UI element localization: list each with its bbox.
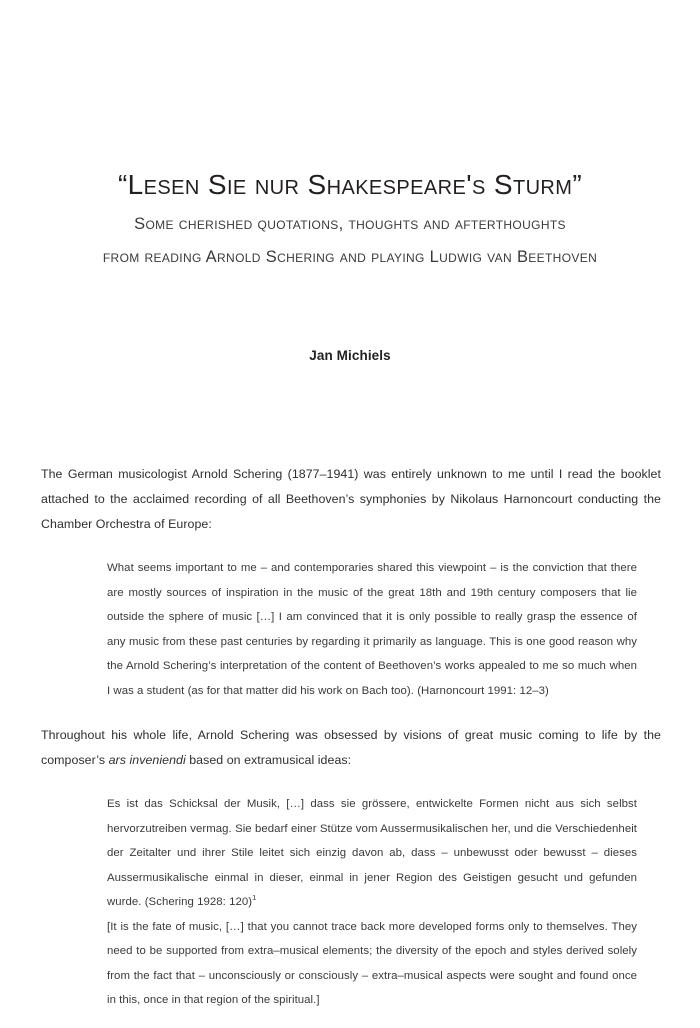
author-name: Jan Michiels [309, 348, 391, 363]
blockquote-schering-translation: [It is the fate of music, […] that you cannot trace back more developed forms only to themselves. They need to be supported from extra–musical elements; the diversity of the epoch and styles derived solely from the fact that – unconsciously or consciously – extra–musical aspects were sought and found once in this, once in that region of the spiritual.] [107, 920, 637, 1006]
blockquote-schering [41, 792, 661, 1013]
spacer [41, 537, 661, 556]
blockquote-schering-german [107, 792, 637, 915]
blockquote-schering-german-text: Es ist das Schicksal der Musik, […] dass sie grössere, entwickelte Formen nicht aus sich selbst hervorzutreiben vermag. Sie bedarf einer Stütze vom Aussermusikalischen her, und die Verschiedenheit der Zeitalter und ihrer Stile leitet sich einzig davon ab, dass – unbewusst oder bewusst – dieses Aussermusikalische einmal in dieser, einmal in jener Region des Geistigen gesucht und gefunden wurde. (Schering 1928: 120) [107, 798, 637, 908]
latin-term-ars-inveniendi: ars inveniendi [108, 753, 186, 767]
body-paragraph-2 [41, 723, 661, 773]
body-paragraph-1: The German musicologist Arnold Schering (1877–1941) was entirely unknown to me until I read the booklet attached to the acclaimed recording of all Beethoven’s symphonies by Nikolaus Harnoncourt conducting the Chamber Orchestra of Europe: [41, 467, 661, 531]
title-block [41, 168, 659, 268]
body-paragraph-2-part-a: Throughout his whole life, Arnold Schering was obsessed by visions of great music coming to life by the composer’s [41, 728, 661, 767]
subtitle-line-2: from reading Arnold Schering and playing Ludwig van Beethoven [102, 247, 598, 266]
spacer [41, 773, 661, 792]
page-title: “Lesen Sie nur Shakespeare's Sturm” [117, 169, 583, 200]
blockquote-harnoncourt-text: What seems important to me – and contemporaries shared this viewpoint – is the conviction that there are mostly sources of inspiration in the music of the great 18th and 19th century composers that lie outside the sphere of music […] I am convinced that it is only possible to really grasp the essence of any music from these past centuries by regarding it primarily as language. This is one good reason why the Arnold Schering’s interpretation of the content of Beethoven’s works appealed to me so much when I was a student (as for that matter did his work on Bach too). (Harnoncourt 1991: 12–3) [107, 562, 637, 697]
body-paragraph-2-part-b: based on extramusical ideas: [185, 753, 352, 767]
spacer [41, 703, 661, 723]
blockquote-harnoncourt [41, 556, 661, 703]
footnote-marker[interactable]: 1 [252, 893, 257, 903]
subtitle-line-1: Some cherished quotations, thoughts and afterthoughts [134, 215, 566, 234]
body-content [41, 462, 661, 1013]
